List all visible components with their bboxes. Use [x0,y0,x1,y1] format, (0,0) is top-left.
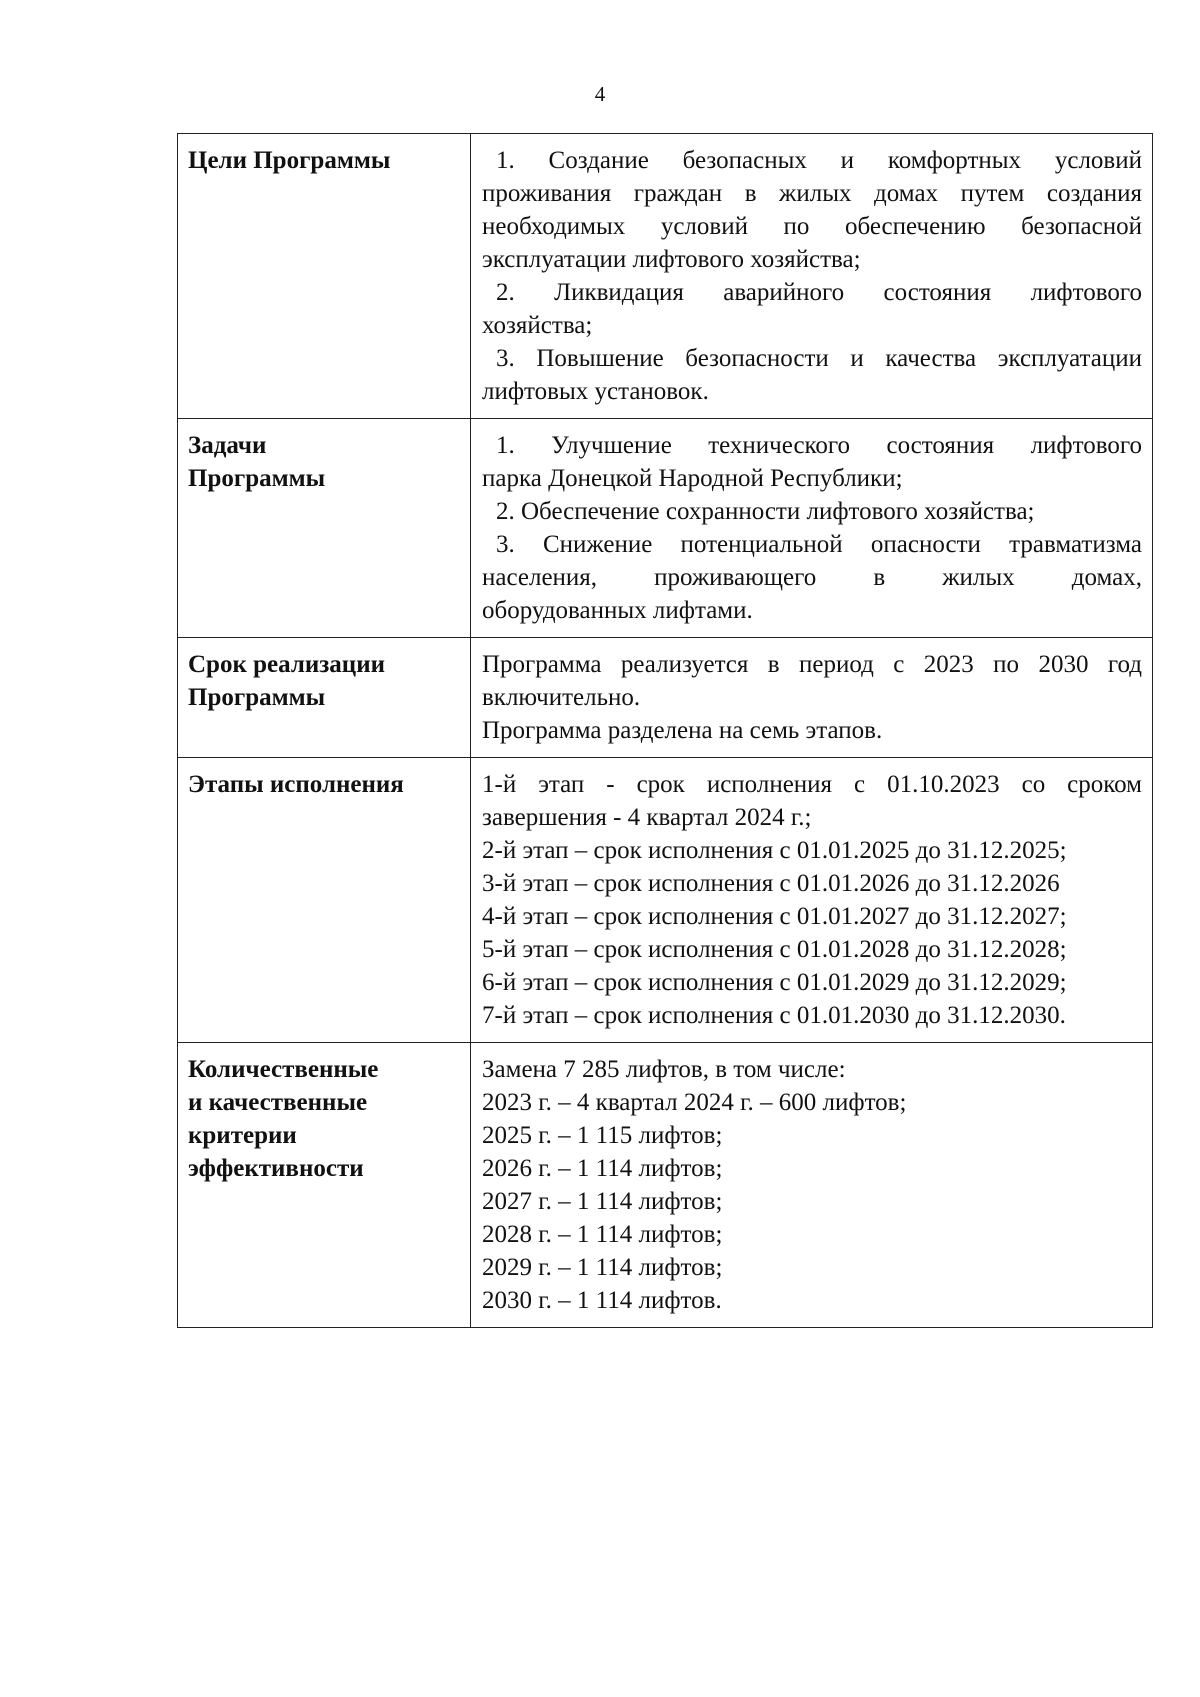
table-row-term [178,638,1153,758]
content-line: лифтовых установок. [482,378,709,405]
row-label-line: Цели Программы [188,147,391,174]
content-line: 7-й этап – срок исполнения с 01.01.2030 до 31.12.2030. [482,1002,1066,1029]
content-line: оборудованных лифтами. [482,597,753,624]
row-label-line: критерии [188,1122,297,1149]
content-line: включительно. [482,684,641,711]
content-line: 2026 г. – 1 114 лифтов; [482,1155,723,1182]
content-line: 2027 г. – 1 114 лифтов; [482,1188,723,1215]
row-label-cell [178,758,471,1043]
content-line: необходимых условий по обеспечению безопасной [482,213,1142,240]
row-label-line: Программы [188,465,326,492]
content-line: 2029 г. – 1 114 лифтов; [482,1254,723,1281]
content-line: 3-й этап – срок исполнения с 01.01.2026 до 31.12.2026 [482,870,1060,897]
content-line: 6-й этап – срок исполнения с 01.01.2029 до 31.12.2029; [482,969,1067,996]
row-label-cell [178,638,471,758]
content-line: 2023 г. – 4 квартал 2024 г. – 600 лифтов; [482,1089,907,1116]
table-row-stages [178,758,1153,1043]
row-label-cell [178,419,471,638]
table-row-tasks [178,419,1153,638]
row-content-cell [471,134,1153,419]
content-line: 1. Улучшение технического состояния лифтового [496,432,1142,459]
content-line: 5-й этап – срок исполнения с 01.01.2028 до 31.12.2028; [482,936,1067,963]
row-label-line: Количественные [188,1056,379,1083]
content-line: 3. Снижение потенциальной опасности травматизма [496,531,1142,558]
row-content-cell [471,758,1153,1043]
row-label-line: и качественные [188,1089,368,1116]
row-content-cell [471,419,1153,638]
content-line: завершения - 4 квартал 2024 г.; [482,804,812,831]
content-line: 2025 г. – 1 115 лифтов; [482,1122,723,1149]
content-line: проживания граждан в жилых домах путем создания [482,180,1142,207]
content-line: 2. Ликвидация аварийного состояния лифтового [496,279,1142,306]
content-line: 1-й этап - срок исполнения с 01.10.2023 со сроком [482,771,1142,798]
row-label-line: Задачи [188,432,267,459]
row-label-line: Программы [188,684,326,711]
row-label-line: Срок реализации [188,651,386,678]
content-line: населения, проживающего в жилых домах, [482,564,1142,591]
row-label-line: Этапы исполнения [188,771,404,798]
content-line: 1. Создание безопасных и комфортных условий [496,147,1142,174]
table-row-criteria [178,1043,1153,1328]
content-line: Замена 7 285 лифтов, в том числе: [482,1056,846,1083]
content-line: Программа разделена на семь этапов. [482,717,883,744]
program-passport-table [177,133,1153,1328]
page-number: 4 [594,82,606,106]
content-line: хозяйства; [482,312,593,339]
row-label-line: эффективности [188,1155,364,1182]
row-label-cell [178,134,471,419]
content-line: 2. Обеспечение сохранности лифтового хозяйства; [496,498,1035,525]
content-line: 4-й этап – срок исполнения с 01.01.2027 до 31.12.2027; [482,903,1067,930]
content-line: 3. Повышение безопасности и качества эксплуатации [496,345,1142,372]
content-line: 2028 г. – 1 114 лифтов; [482,1221,723,1248]
table-row-goals [178,134,1153,419]
row-label-cell [178,1043,471,1328]
content-line: Программа реализуется в период с 2023 по 2030 год [482,651,1142,678]
row-content-cell [471,638,1153,758]
content-line: 2-й этап – срок исполнения с 01.01.2025 до 31.12.2025; [482,837,1067,864]
content-line: 2030 г. – 1 114 лифтов. [482,1287,722,1314]
content-line: эксплуатации лифтового хозяйства; [482,246,861,273]
table-body [178,134,1153,1328]
content-line: парка Донецкой Народной Республики; [482,465,903,492]
row-content-cell [471,1043,1153,1328]
